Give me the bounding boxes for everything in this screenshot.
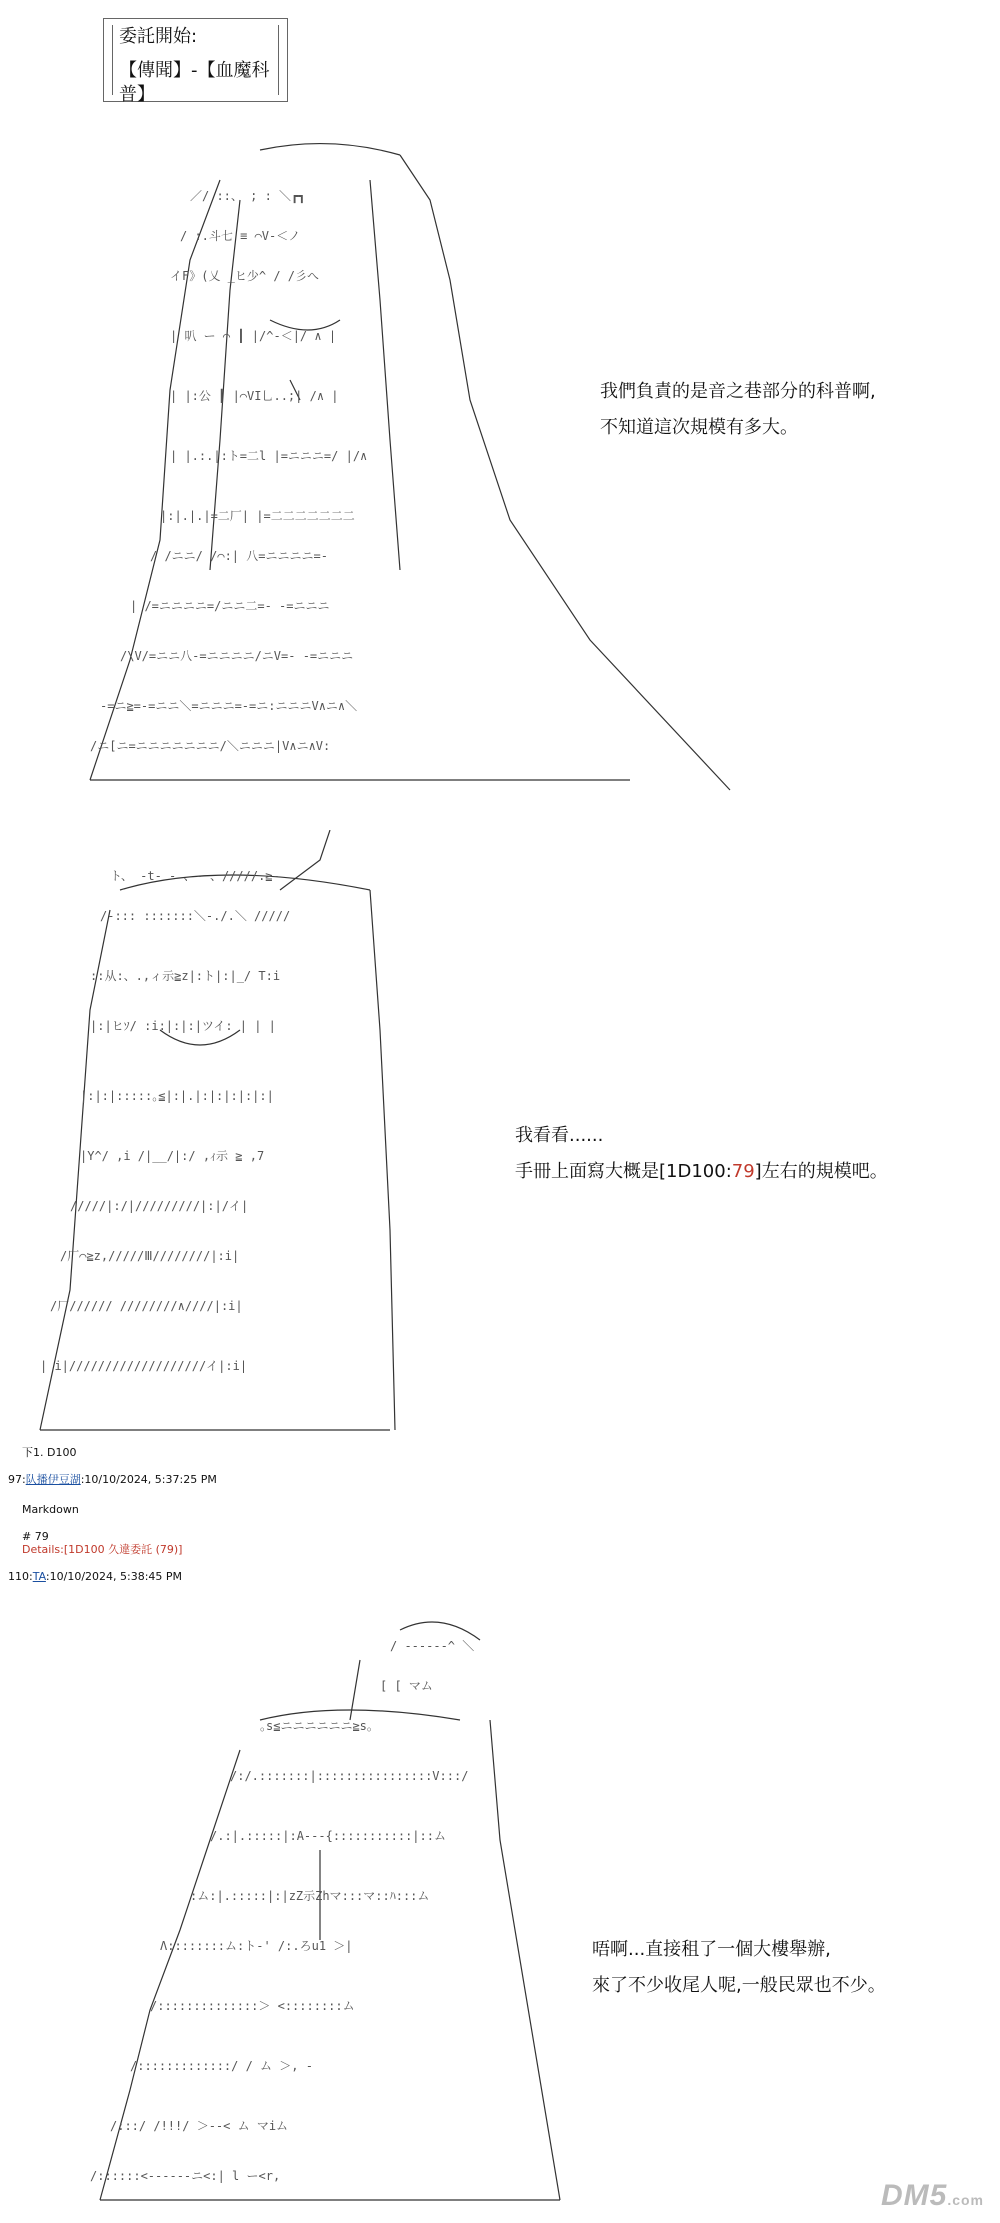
dice-result: # 79 [22, 1530, 49, 1543]
svg-text:/厂⌒≧z,/////Ⅲ////////|:i|: /厂⌒≧z,/////Ⅲ////////|:i| [60, 1249, 240, 1263]
panel-3-line-2: 來了不少收尾人呢,一般民眾也不少。 [592, 1975, 886, 1996]
svg-text:/-::: :::::::＼-./.＼ /////: /-::: :::::::＼-./.＼ ///// [100, 909, 291, 923]
panel-2-line-2 [515, 1154, 888, 1190]
svg-text:/\V/=ニニ八-=ニニニニ/ニV=- -=ニニニ: /\V/=ニニ八-=ニニニニ/ニV=- -=ニニニ [120, 649, 354, 663]
roll-text-post: ]左右的規模吧。 [754, 1161, 888, 1182]
site-watermark [881, 2179, 984, 2213]
svg-text:|:|ヒｿ/ :i:|:|:|ツイ: | | |: |:|ヒｿ/ :i:|:|:|ツイ: | | | [90, 1019, 276, 1033]
post-110-time: :10/10/2024, 5:38:45 PM [45, 1570, 183, 1583]
svg-text:/厂////// ////////∧////|:i|: /厂////// ////////∧////|:i| [50, 1299, 243, 1313]
post-110-number: 110: [8, 1570, 33, 1583]
svg-text::ム:|.:::::|:|zZ示Zhマ:::マ::ﾊ:::ム: :ム:|.:::::|:|zZ示Zhマ:::マ::ﾊ:::ム [190, 1889, 430, 1903]
svg-text:| /=ニニニニ=/ニニ二=- -=ニニニ: | /=ニニニニ=/ニニ二=- -=ニニニ [130, 599, 330, 613]
svg-text://///|:/|/////////|:|/イ|: /////|:/|/////////|:|/イ| [70, 1199, 249, 1213]
panel-1-line-1: 我們負責的是音之巷部分的科普啊, [600, 381, 876, 402]
svg-text:/::::::<------ニ<:| l ー<r,: /::::::<------ニ<:| l ー<r, [90, 2169, 281, 2183]
dice-command: 下1. D100 [22, 1446, 77, 1459]
roll-value: 79 [731, 1161, 755, 1182]
panel-2-line-1: 我看看...... [515, 1125, 604, 1146]
panel-1-dialogue [600, 374, 876, 446]
post-110-user-link[interactable]: TA [32, 1570, 46, 1583]
post-97-header [8, 1473, 217, 1487]
panel-3-line-1: 唔啊...直接租了一個大樓舉辦, [592, 1939, 831, 1960]
format-label: Markdown [22, 1503, 79, 1516]
svg-text:/:::::::::::::/ / ム ＞, -: /:::::::::::::/ / ム ＞, - [130, 2059, 313, 2073]
svg-text:／/ ::、 ; : ＼┏┓: ／/ ::、 ; : ＼┏┓ [190, 189, 306, 203]
header-line-1: 委託開始: [119, 26, 198, 47]
character-3-drawing [60, 1610, 580, 2210]
svg-text:[ [ マム: [ [ マム [380, 1679, 433, 1693]
svg-text:/.:|.:::::|:A---{:::::::::::|:: /.:|.:::::|:A---{:::::::::::|::ム [210, 1829, 446, 1843]
svg-text:| 叭 ー ⌒ ┃ |/^-＜|/ ∧ |: | 叭 ー ⌒ ┃ |/^-＜|/ ∧ | [170, 329, 337, 343]
svg-text:/::::::::::::::＞ <::::::::ム: /::::::::::::::＞ <::::::::ム [150, 1999, 355, 2013]
svg-text:Λ::::::::ム:ト-' /:.ろu1 ＞|: Λ::::::::ム:ト-' /:.ろu1 ＞| [160, 1939, 353, 1953]
svg-text:ト、 -t- - 、- 、/////.≧-: ト、 -t- - 、- 、/////.≧- [110, 869, 280, 883]
panel-3-dialogue [592, 1932, 886, 2004]
panel-1-line-2: 不知道這次規模有多大。 [600, 417, 798, 438]
svg-text:|:|:|:::::｡≦|:|.|:|:|:|:|:|: |:|:|:::::｡≦|:|.|:|:|:|:|:| [80, 1089, 274, 1103]
svg-text:|Y^/ ,i /|__/|:/ ,ｨ示 ≧ ,7: |Y^/ ,i /|__/|:/ ,ｨ示 ≧ ,7 [80, 1149, 265, 1163]
svg-text:::从:、.,ィ示≧z|:ト|:|_/ T:i: ::从:、.,ィ示≧z|:ト|:|_/ T:i [90, 969, 281, 983]
svg-text:/ :.斗七 ≡ ⌒V-＜ノ: / :.斗七 ≡ ⌒V-＜ノ [180, 229, 301, 243]
svg-text:イF》(乂 _ヒ少^ / /彡へ: イF》(乂 _ヒ少^ / /彡へ [170, 269, 320, 283]
svg-text:/ニ[ニ=ニニニニニニニ/＼ニニニ|V∧ニ∧V:: /ニ[ニ=ニニニニニニニ/＼ニニニ|V∧ニ∧V: [90, 739, 331, 753]
header-line-2: 【傳聞】-【血魔科普】 [119, 60, 270, 105]
svg-text:-=ニ≧=-=ニニ＼=ニニニ=-=ニ:ニニニV∧ニ∧＼: -=ニ≧=-=ニニ＼=ニニニ=-=ニ:ニニニV∧ニ∧＼ [100, 699, 358, 713]
ascii-art-character-3 [60, 1610, 580, 2210]
svg-text:| |:公 ┃ |⌒VI乚..;| /∧ |: | |:公 ┃ |⌒VI乚..;| /∧ | [170, 389, 339, 403]
svg-text:| i|///////////////////イ|:i|: | i|///////////////////イ|:i| [40, 1359, 248, 1373]
svg-text:｡s≦ニニニニニニ≧s｡: ｡s≦ニニニニニニ≧s｡ [260, 1719, 373, 1733]
svg-text:/:::/ /!!!/ ＞--< ム マiム: /:::/ /!!!/ ＞--< ム マiム [110, 2119, 289, 2133]
character-2-drawing [20, 830, 400, 1440]
watermark-domain: .com [947, 2192, 984, 2208]
svg-text:/:/.:::::::|::::::::::::::::V:: /:/.:::::::|::::::::::::::::V:::/ [230, 1769, 469, 1783]
dice-details[interactable]: Details:[1D100 久違委託 (79)] [22, 1543, 183, 1556]
character-1-drawing [70, 140, 740, 800]
post-97-number: 97: [8, 1473, 26, 1486]
post-97-time: :10/10/2024, 5:37:25 PM [80, 1473, 217, 1486]
svg-text:/ /ニニ/ /⌒:| 八=ニニニニ=-: / /ニニ/ /⌒:| 八=ニニニニ=- [150, 549, 328, 563]
svg-text:/ ------^ ＼: / ------^ ＼ [390, 1639, 475, 1653]
svg-text:| |.:.|:ト=二l |=ニニニ=/ |/∧: | |.:.|:ト=二l |=ニニニ=/ |/∧ [170, 449, 368, 463]
ascii-art-character-2 [20, 830, 400, 1440]
post-110-header [8, 1570, 182, 1584]
svg-text:|:|.|.|=二厂| |=二二二二二二二: |:|.|.|=二厂| |=二二二二二二二 [160, 509, 355, 523]
watermark-brand: DM5 [880, 2179, 948, 2212]
roll-text-pre: 手冊上面寫大概是[1D100: [515, 1161, 732, 1182]
post-97-user-link[interactable]: 队播伊豆湖 [25, 1473, 81, 1486]
ascii-art-character-1 [70, 140, 740, 800]
panel-2-dialogue [515, 1118, 888, 1190]
commission-header [103, 18, 288, 105]
